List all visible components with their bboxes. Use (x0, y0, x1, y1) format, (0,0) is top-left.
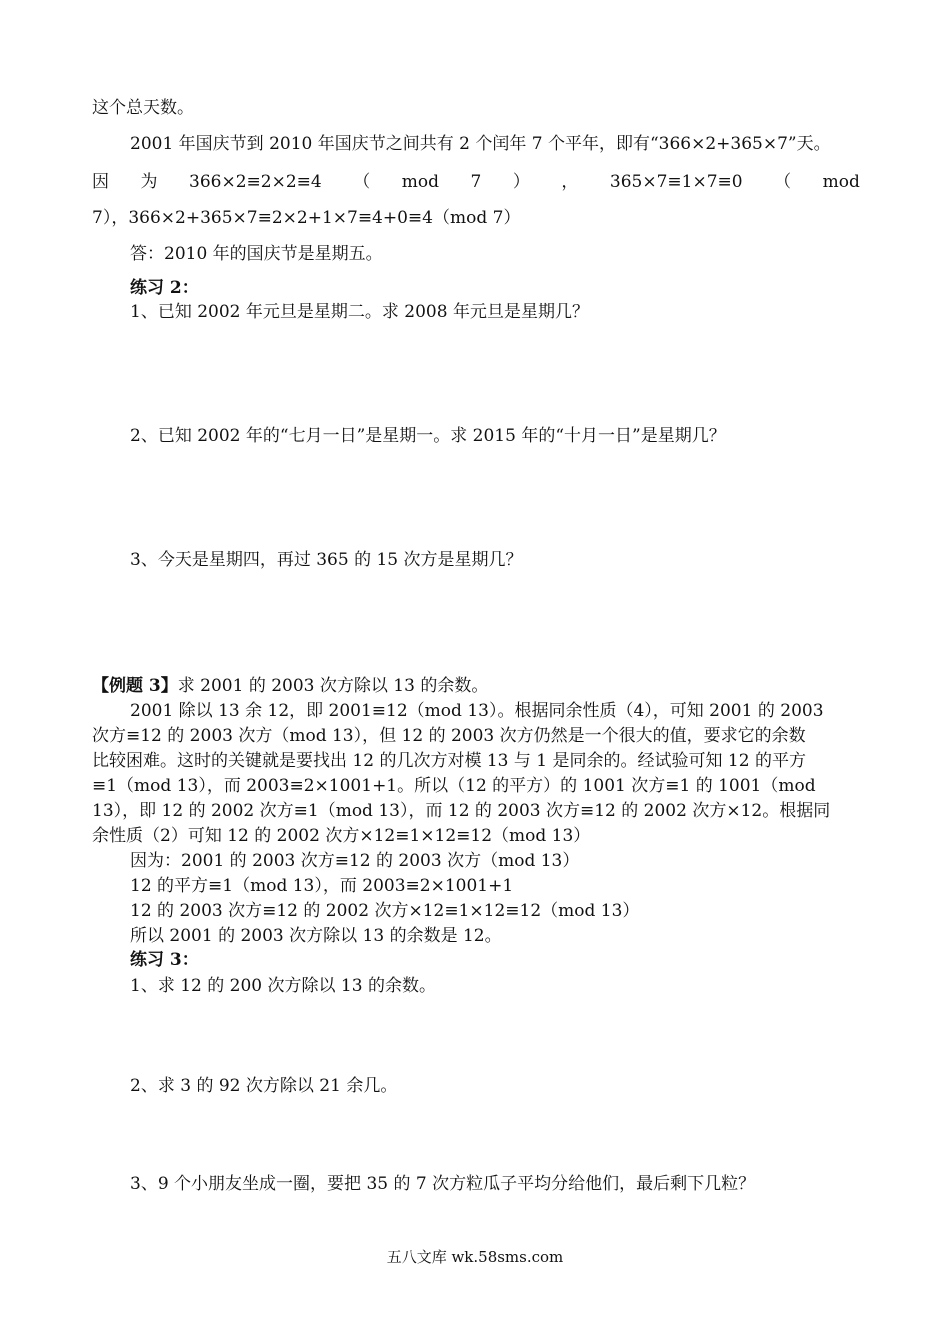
text-fragment: （ (774, 172, 792, 192)
text-fragment: mod (822, 172, 860, 192)
text-line: 13），即 12 的 2002 次方≡1（mod 13），而 12 的 2003 次方≡12 的 2002 次方×12。根据同 (92, 801, 831, 821)
question: 2、求 3 的 92 次方除以 21 余几。 (130, 1076, 398, 1096)
answer-line: 答：2010 年的国庆节是星期五。 (130, 244, 383, 264)
example-text: 求 2001 的 2003 次方除以 13 的余数。 (177, 676, 489, 696)
step-line: 12 的平方≡1（mod 13），而 2003≡2×1001+1 (130, 876, 514, 896)
text-line: 7），366×2+365×7≡2×2+1×7≡4+0≡4（mod 7） (92, 208, 521, 228)
text-fragment: ） (512, 172, 530, 192)
step-line: 所以 2001 的 2003 次方除以 13 的余数是 12。 (130, 926, 502, 946)
text-fragment: （ (353, 172, 371, 192)
question: 3、今天是星期四，再过 365 的 15 次方是星期几？ (130, 550, 523, 570)
text-line: 次方≡12 的 2003 次方（mod 13），但 12 的 2003 次方仍然是一个很大的值，要求它的余数 (92, 726, 806, 746)
text-line: 这个总天数。 (92, 98, 194, 118)
practice-heading: 练习 3： (130, 950, 199, 970)
question: 3、9 个小朋友坐成一圈，要把 35 的 7 次方粒瓜子平均分给他们，最后剩下几粒？ (130, 1174, 756, 1194)
text-fragment: 365×7≡1×7≡0 (609, 172, 743, 192)
text-fragment: 为 (140, 172, 158, 192)
text-line: 2001 除以 13 余 12，即 2001≡12（mod 13）。根据同余性质（4），可知 2001 的 2003 (130, 701, 824, 721)
question: 2、已知 2002 年的“七月一日”是星期一。求 2015 年的“十月一日”是星期几？ (130, 426, 726, 446)
text-fragment: ， (561, 172, 579, 192)
page-footer: 五八文库 wk.58sms.com (386, 1248, 564, 1266)
question: 1、已知 2002 年元旦是星期二。求 2008 年元旦是星期几？ (130, 302, 589, 322)
example-tag: 【例题 3】 (92, 676, 178, 696)
text-line: ≡1（mod 13），而 2003≡2×1001+1。所以（12 的平方）的 1001 次方≡1 的 1001（mod (92, 776, 816, 796)
example-title (92, 674, 488, 698)
text-line: 2001 年国庆节到 2010 年国庆节之间共有 2 个闰年 7 个平年，即有“366×2+365×7”天。 (130, 134, 831, 154)
step-line: 因为：2001 的 2003 次方≡12 的 2003 次方（mod 13） (130, 851, 580, 871)
text-fragment: 因 (92, 172, 109, 192)
text-fragment: 7 (470, 172, 482, 192)
step-line: 12 的 2003 次方≡12 的 2002 次方×12≡1×12≡12（mod 13） (130, 901, 640, 921)
text-fragment: 366×2≡2×2≡4 (189, 172, 322, 192)
practice-heading: 练习 2： (130, 278, 199, 298)
question: 1、求 12 的 200 次方除以 13 的余数。 (130, 976, 436, 996)
justified-line (92, 170, 860, 194)
text-fragment: mod (401, 172, 440, 192)
text-line: 比较困难。这时的关键就是要找出 12 的几次方对模 13 与 1 是同余的。经试验可知 12 的平方 (92, 751, 806, 771)
text-line: 余性质（2）可知 12 的 2002 次方×12≡1×12≡12（mod 13） (92, 826, 591, 846)
